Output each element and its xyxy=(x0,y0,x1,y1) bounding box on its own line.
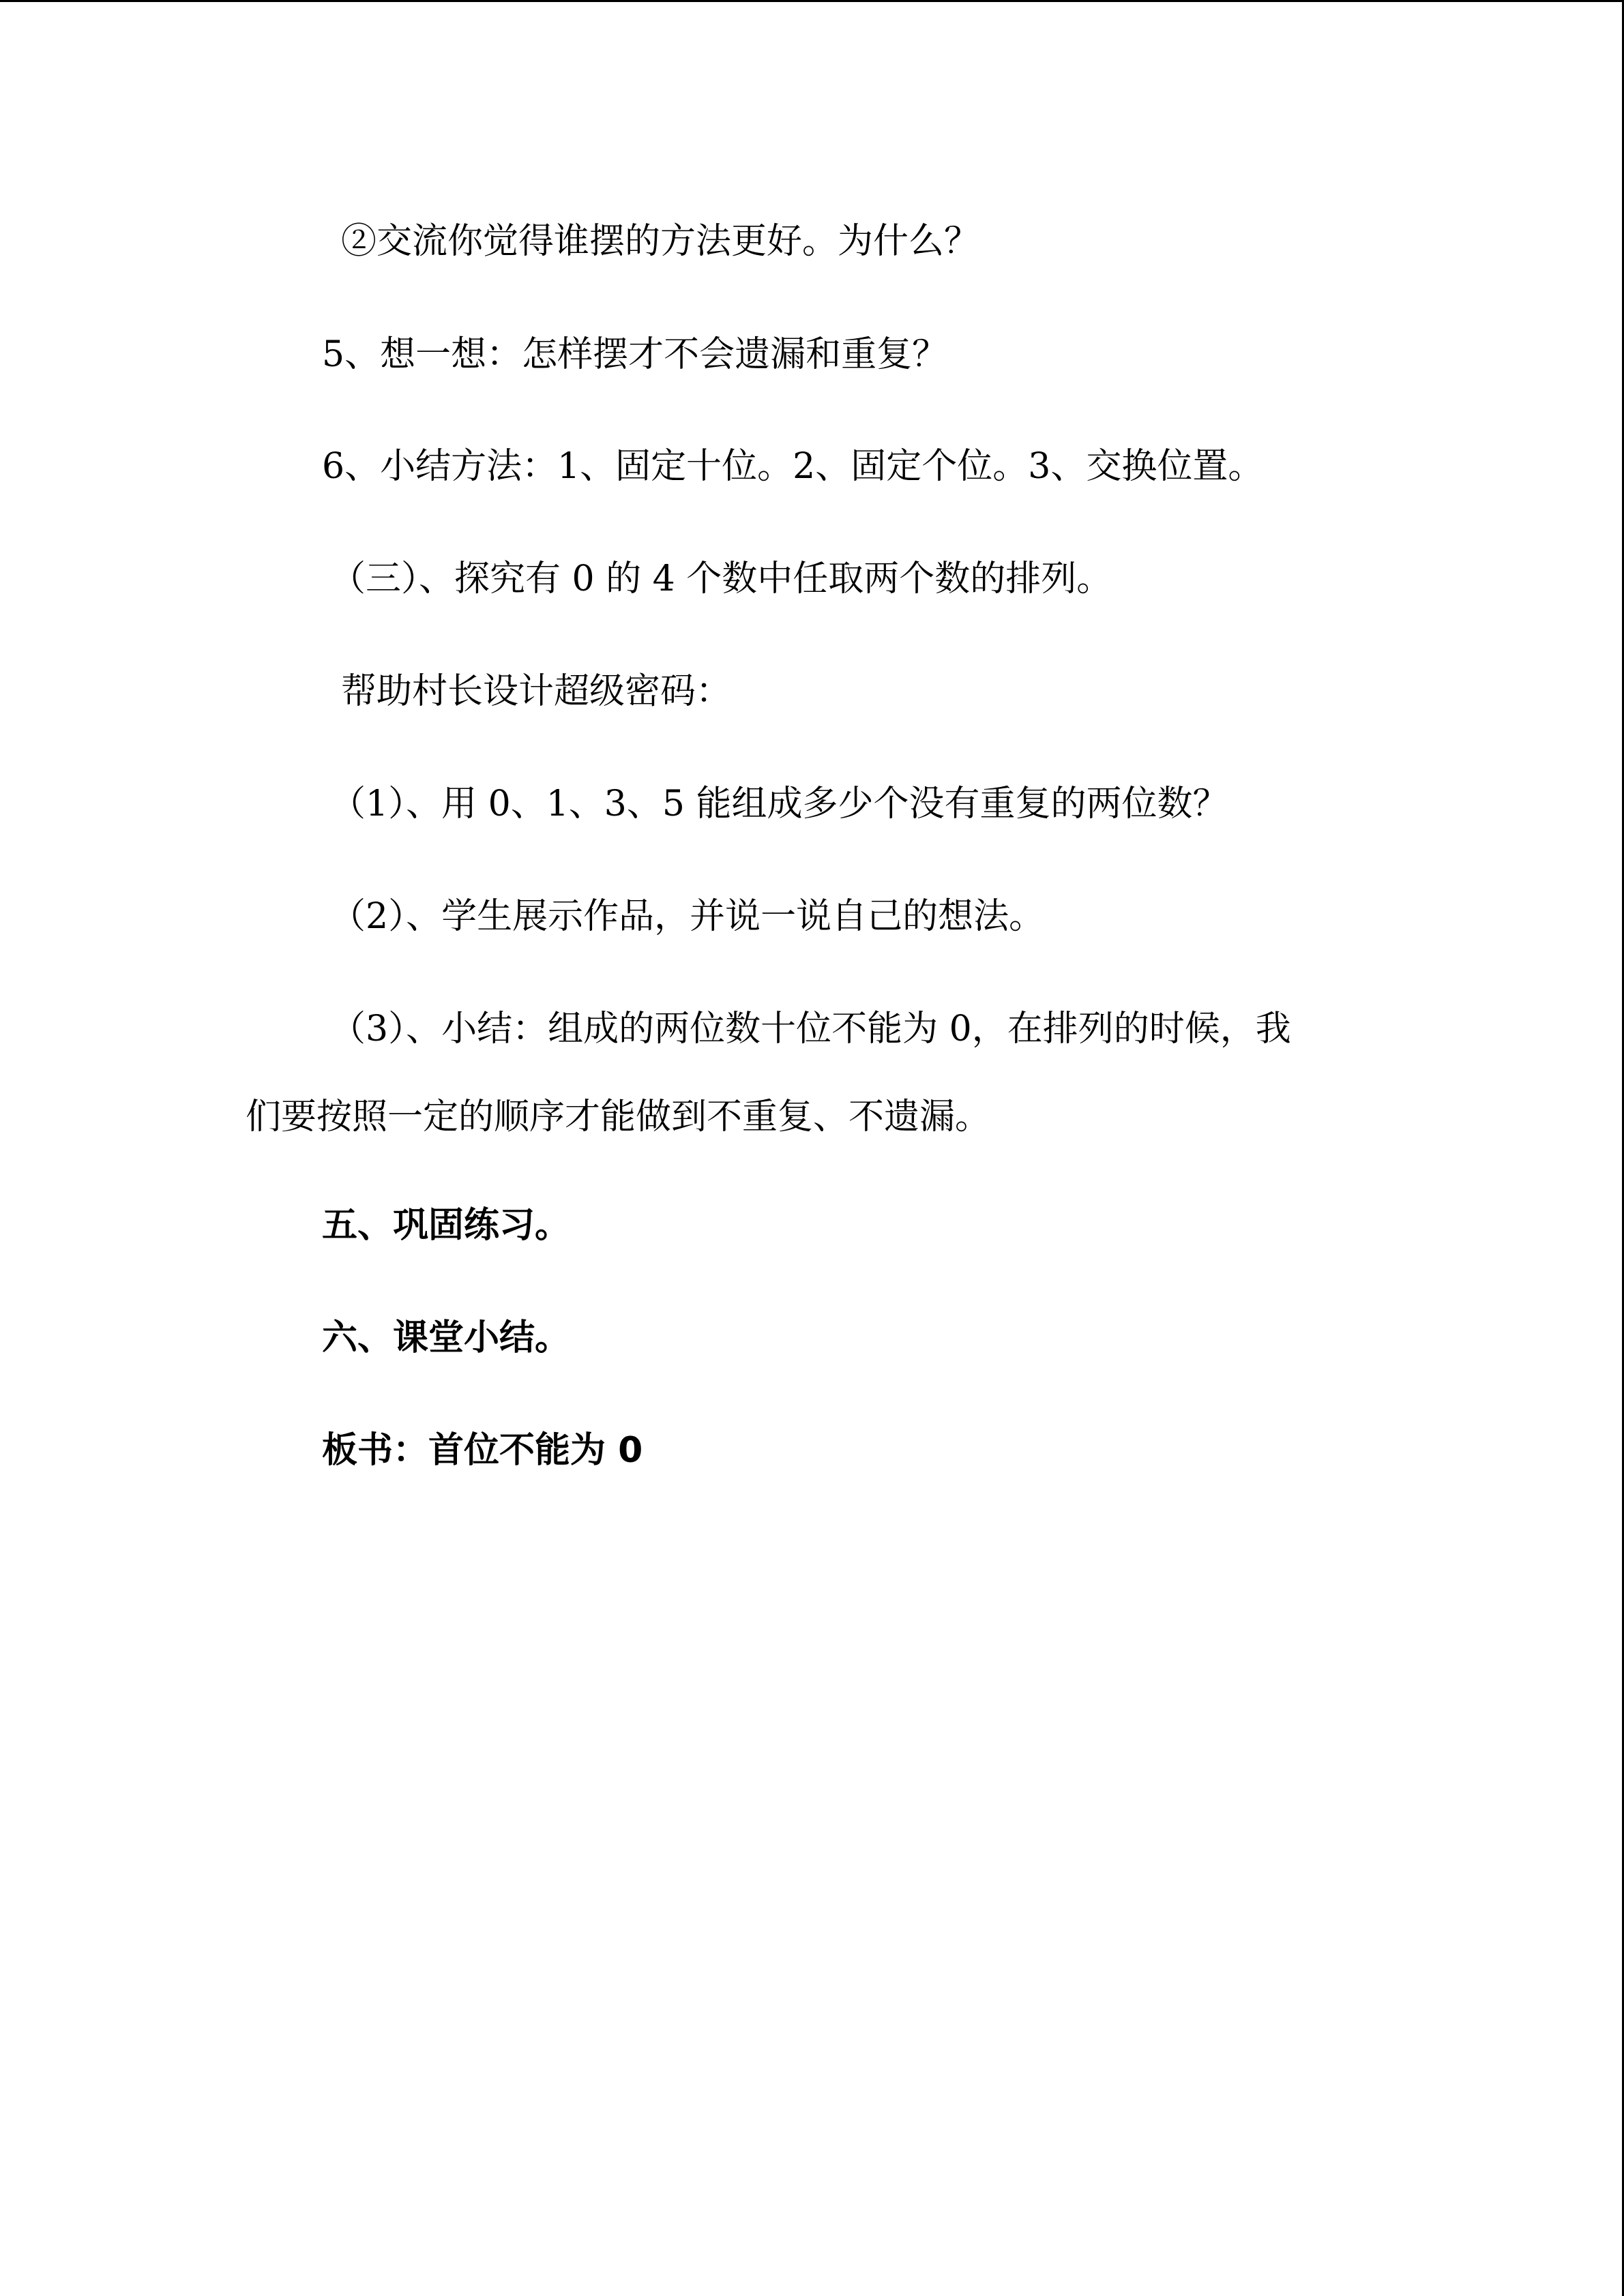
heading-blackboard: 板书：首位不能为 0 xyxy=(322,1430,643,1471)
paragraph-question-1: （1）、用 0、1、3、5 能组成多少个没有重复的两位数？ xyxy=(330,784,1228,824)
paragraph-compare-methods: ②交流你觉得谁摆的方法更好。为什么？ xyxy=(341,221,980,262)
paragraph-question-2: （2）、学生展示作品，并说一说自己的想法。 xyxy=(330,896,1045,937)
paragraph-summary-methods: 6、小结方法：1、固定十位。2、固定个位。3、交换位置。 xyxy=(322,446,1264,487)
section-three-heading: （三）、探究有 0 的 4 个数中任取两个数的排列。 xyxy=(330,558,1112,599)
paragraph-question-3: （3）、小结：组成的两位数十位不能为 0，在排列的时候，我 xyxy=(330,1009,1291,1049)
heading-class-summary: 六、课堂小结。 xyxy=(322,1317,571,1358)
paragraph-password-task: 帮助村长设计超级密码： xyxy=(341,671,732,712)
paragraph-question-3-continued: 们要按照一定的顺序才能做到不重复、不遗漏。 xyxy=(246,1097,991,1137)
heading-practice: 五、巩固练习。 xyxy=(322,1205,571,1246)
paragraph-think: 5、想一想：怎样摆才不会遗漏和重复？ xyxy=(322,334,948,375)
